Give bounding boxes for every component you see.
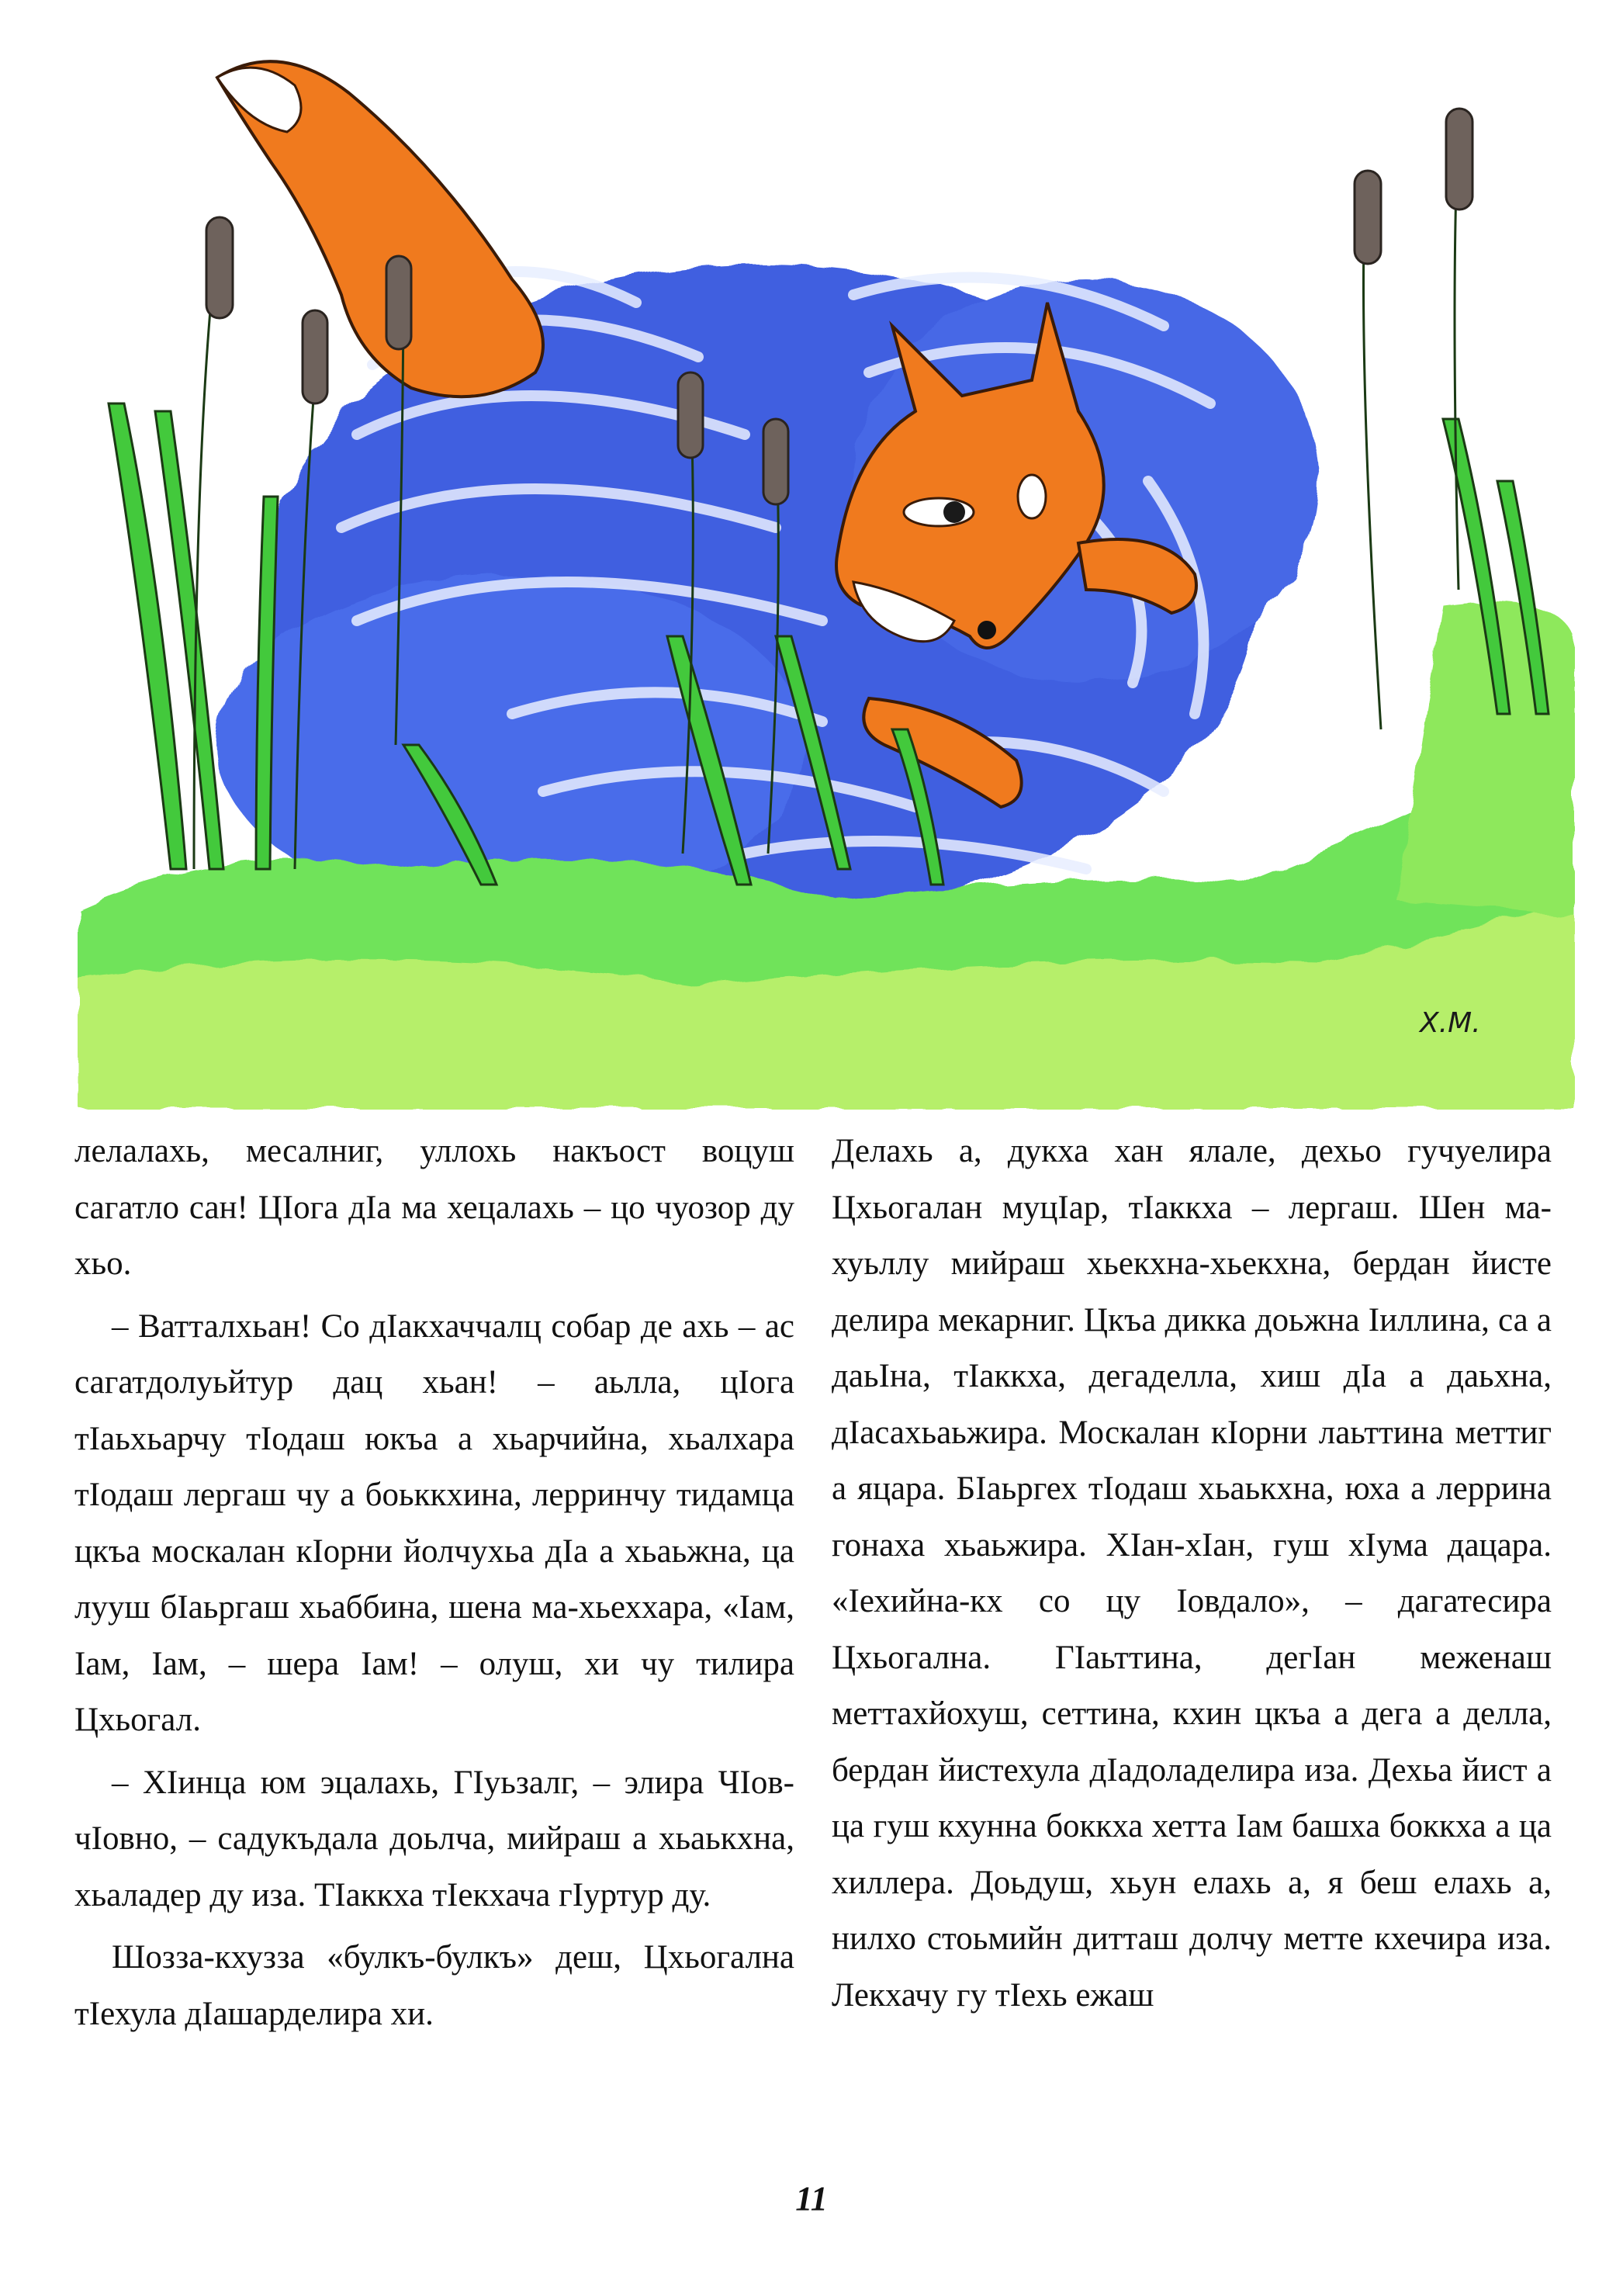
- fox-pond-illustration: [78, 47, 1575, 1110]
- paragraph: Шозза-кхузза «булкъ-булкъ» деш, Цхьогална тIехула дIашарделира хи.: [74, 1939, 794, 2032]
- paragraph: Делахь а, дукха хан ялале, дехьо гучуелира Цхьогалан муцIар, тIаккха – лергаш. Шен ма-хуьллу мийраш хьекхна-хьекхна, бердан йисте делира мекарниг. Цкъа дикка доьжна Iиллина, са а даьIна, тIаккха, дегаделла, хиш дIа а даьхна, дIасахьаьжира. Москалан кIорни лаьттина меттиг а яцара. БIаьргех тIодаш хьаькхна, юха а леррина гонаха хьаьжира. ХIан-хIан, гуш хIума дацара. «Iехийна-кх со цу Iовдало», – дагатесира Цхьогална. ГIаьттина, дегIан меженаш меттахйохуш, сеттина, кхин цкъа а дега а делла, бердан йистехула дIадоладелира иза. Дехьа йист а ца гуш кхунна боккха хетта Iам башха боккха а ца хиллера. Доьдуш, хьун елахь а, я беш елахь а, нилхо стоьмийн дитташ долчу метте кхечира иза. Лекхачу гу тIехь ежаш: [832, 1133, 1552, 2014]
- text-column-right: [832, 1124, 1552, 2024]
- illustrator-signature: Х.М.: [1420, 1007, 1481, 1039]
- page-number: 11: [795, 2180, 828, 2218]
- paragraph: – Ватталхьан! Со дIакхаччалц собар де ахь – ас сагатдолуьйтур дац хьан! – аьлла, цIога тIаьхьарчу тIодаш юкъа а хьарчийна, хьалхара тIодаш лергаш чу а боьккхина, лерринчу тидамца цкъа москалан кIорни йолчухьа дIа а хьаьжна, ца лууш бIаьргаш хьаббина, шена ма-хьеххара, «Iам, Iам, Iам, – шера Iам! – олуш, хи чу тилира Цхьогал.: [74, 1307, 794, 1738]
- paragraph: лелалахь, месалниг, уллохь накъост воцуш сагатло сан! ЦIога дIа ма хецалахь – цо чуозор ду хьо.: [74, 1133, 794, 1282]
- paragraph: – ХIинца юм эцалахь, ГIуьзалг, – элира ЧIов-чIовно, – садукъдала доьлча, мийраш а хьаькхна, хьаладер ду иза. ТIаккха тIекхача гIуртур ду.: [74, 1764, 794, 1913]
- text-column-left: [74, 1124, 794, 2042]
- fox-tail: [217, 61, 543, 397]
